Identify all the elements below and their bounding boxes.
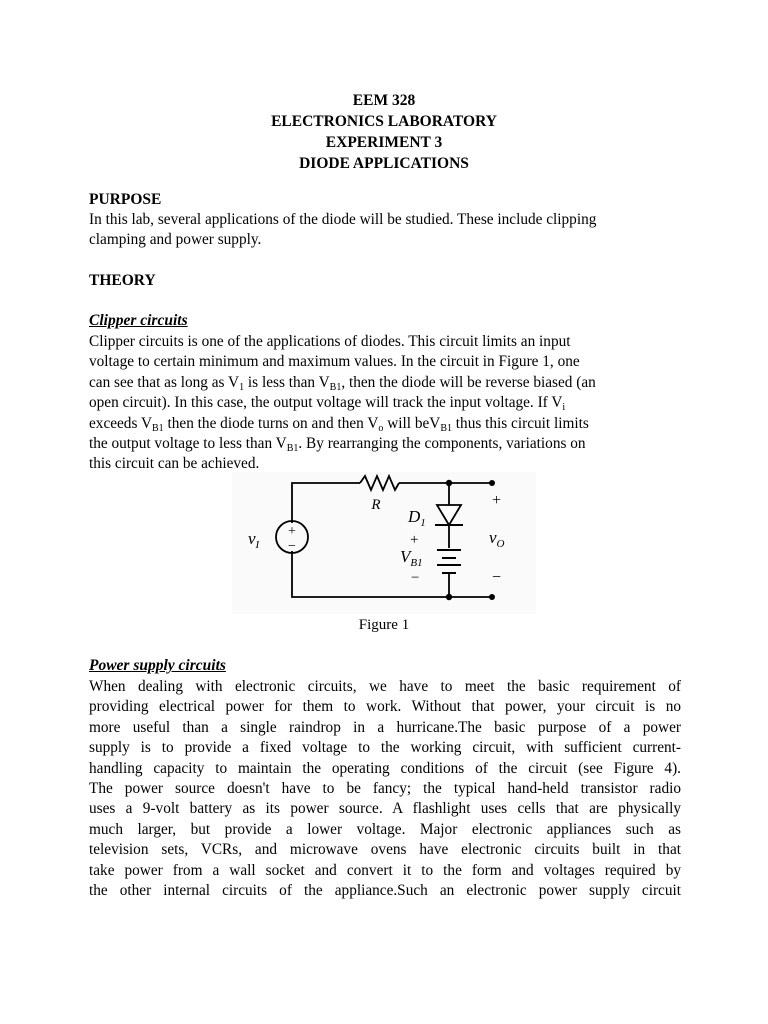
battery-label: $V_{B1}$ [400,547,423,569]
power-line: handling capacity to maintain the operating conditions of the circuit (see Figure 4). [89,759,681,777]
experiment-number: EXPERIMENT 3 [325,134,443,151]
output-terminal [489,594,495,600]
resistor-label: R [371,497,381,513]
clipper-line: can see that as long as $V_1$ is less than $V_{B1}$, then the diode will be reverse biased (an [89,373,596,393]
input-voltage-label: $v_I$ [248,529,260,551]
clipper-heading: Clipper circuits [89,312,188,329]
diode-label: $D_1$ [408,507,426,529]
power-line: supply is to provide a fixed voltage to the working circuit, with sufficient current- [89,739,681,757]
figure-caption: Figure 1 [358,617,410,633]
clipper-line: exceeds $V_{B1}$ then the diode turns on and then $V_o$ will beV$_{B1}$ thus this circuit limits [89,414,589,434]
power-line: take power from a wall socket and convert it to the form and voltages required by [89,861,681,879]
battery-minus-sign: − [411,570,420,586]
theory-heading: THEORY [89,272,156,289]
purpose-heading: PURPOSE [89,191,162,208]
power-line: uses a 9-volt battery as its power source. A flashlight uses cells that are physically [89,800,681,818]
battery-plus-sign: + [410,532,419,548]
power-line: When dealing with electronic circuits, we have to meet the basic requirement of [89,678,681,695]
output-voltage-label: $v_O$ [489,528,505,550]
clipper-circuit-diagram [232,472,536,614]
power-supply-paragraph [89,677,681,901]
power-supply-heading: Power supply circuits [89,657,226,674]
purpose-line: In this lab, several applications of the diode will be studied. These include clipping [89,211,597,228]
clipper-line: voltage to certain minimum and maximum values. In the circuit in Figure 1, one [89,353,580,371]
power-line: the other internal circuits of the appliance.Such an electronic power supply circuit [89,881,681,899]
source-plus-sign: + [288,524,296,539]
node-dot [446,594,452,600]
lab-title: ELECTRONICS LABORATORY [271,113,497,130]
document-heading [0,90,768,174]
clipper-line: this circuit can be achieved. [89,455,260,473]
clipper-line: the output voltage to less than $V_{B1}$. By rearranging the components, variations on [89,435,586,455]
power-line: The power source doesn't have to be fancy; the typical hand-held transistor radio [89,779,681,797]
power-line: providing electrical power for them to work. Without that power, your circuit is no [89,698,681,716]
power-line: much larger, but provide a lower voltage. Major electronic appliances such as [89,820,681,838]
experiment-topic: DIODE APPLICATIONS [299,155,469,172]
output-minus-sign: − [492,569,502,586]
purpose-paragraph [89,210,681,251]
clipper-paragraph [89,332,681,475]
course-code: EEM 328 [352,92,416,109]
output-terminal [489,480,495,486]
output-plus-sign: + [492,492,502,509]
source-minus-sign: − [288,539,296,554]
power-line: television sets, VCRs, and microwave ovens have electronic circuits built in that [89,841,681,859]
power-line: more useful than a single raindrop in a hurricane.The basic purpose of a power [89,718,681,736]
clipper-line: open circuit). In this case, the output voltage will track the input voltage. If $V_i$ [89,394,566,414]
node-dot [446,480,452,486]
clipper-line: Clipper circuits is one of the applications of diodes. This circuit limits an input [89,333,571,350]
purpose-line: clamping and power supply. [89,231,262,249]
